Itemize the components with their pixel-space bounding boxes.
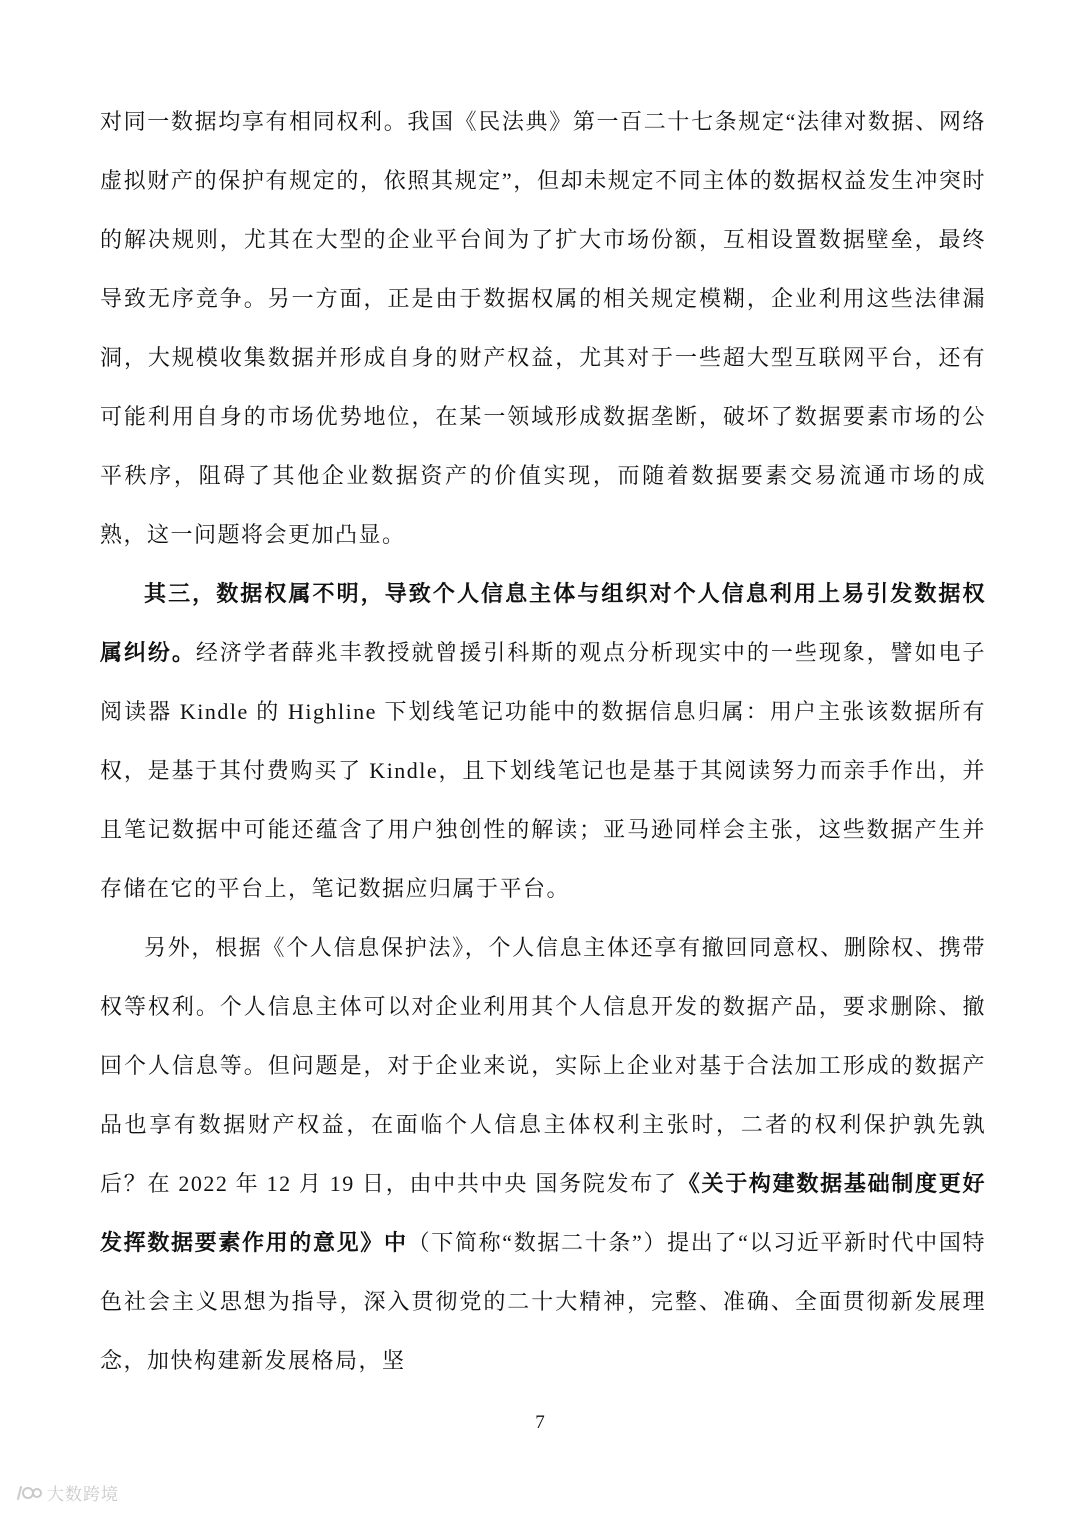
watermark-logo-circles-icon: [16, 1484, 42, 1502]
text-run: 经济学者薛兆丰教授就曾援引科斯的观点分析现实中的一些现象，譬如电子阅读器 Kindle 的 Highline 下划线笔记功能中的数据信息归属：用户主张该数据所有权，是基于其付费购买了 Kindle，且下划线笔记也是基于其阅读努力而亲手作出，并且笔记数据中可能还蕴含了用户独创性的解读；亚马逊同样会主张，这些数据产生并存储在它的平台上，笔记数据应归属于平台。: [100, 640, 986, 901]
text-run: （下简称“数据二十条”）提出了“以习近平新时代中国特色社会主义思想为指导，深入贯彻党的二十大精神，完整、准确、全面贯彻新发展理念，加快构建新发展格局，坚: [100, 1230, 986, 1373]
document-body: [100, 92, 986, 1390]
bold-text-run: 《关于构建数据基础制度更好发挥数据要素作用的意见》中: [100, 1171, 986, 1255]
paragraph: [100, 918, 986, 1390]
bold-text-run: 其三，数据权属不明，导致个人信息主体与组织对个人信息利用上易引发数据权属纠纷。: [100, 581, 986, 665]
text-run: 另外，根据《个人信息保护法》，个人信息主体还享有撤回同意权、删除权、携带权等权利。个人信息主体可以对企业利用其个人信息开发的数据产品，要求删除、撤回个人信息等。但问题是，对于企业来说，实际上企业对基于合法加工形成的数据产品也享有数据财产权益，在面临个人信息主体权利主张时，二者的权利保护孰先孰后？在 2022 年 12 月 19 日，由中共中央 国务院发布了: [100, 935, 986, 1196]
paragraph: [100, 92, 986, 564]
watermark-text: 大数跨境: [47, 1485, 119, 1504]
page-number: 7: [535, 1412, 545, 1433]
paragraph: [100, 564, 986, 918]
watermark: [16, 1480, 119, 1505]
text-run: 对同一数据均享有相同权利。我国《民法典》第一百二十七条规定“法律对数据、网络虚拟财产的保护有规定的，依照其规定”，但却未规定不同主体的数据权益发生冲突时的解决规则，尤其在大型的企业平台间为了扩大市场份额，互相设置数据壁垒，最终导致无序竞争。另一方面，正是由于数据权属的相关规定模糊，企业利用这些法律漏洞，大规模收集数据并形成自身的财产权益，尤其对于一些超大型互联网平台，还有可能利用自身的市场优势地位，在某一领域形成数据垄断，破坏了数据要素市场的公平秩序，阻碍了其他企业数据资产的价值实现，而随着数据要素交易流通市场的成熟，这一问题将会更加凸显。: [100, 109, 986, 547]
